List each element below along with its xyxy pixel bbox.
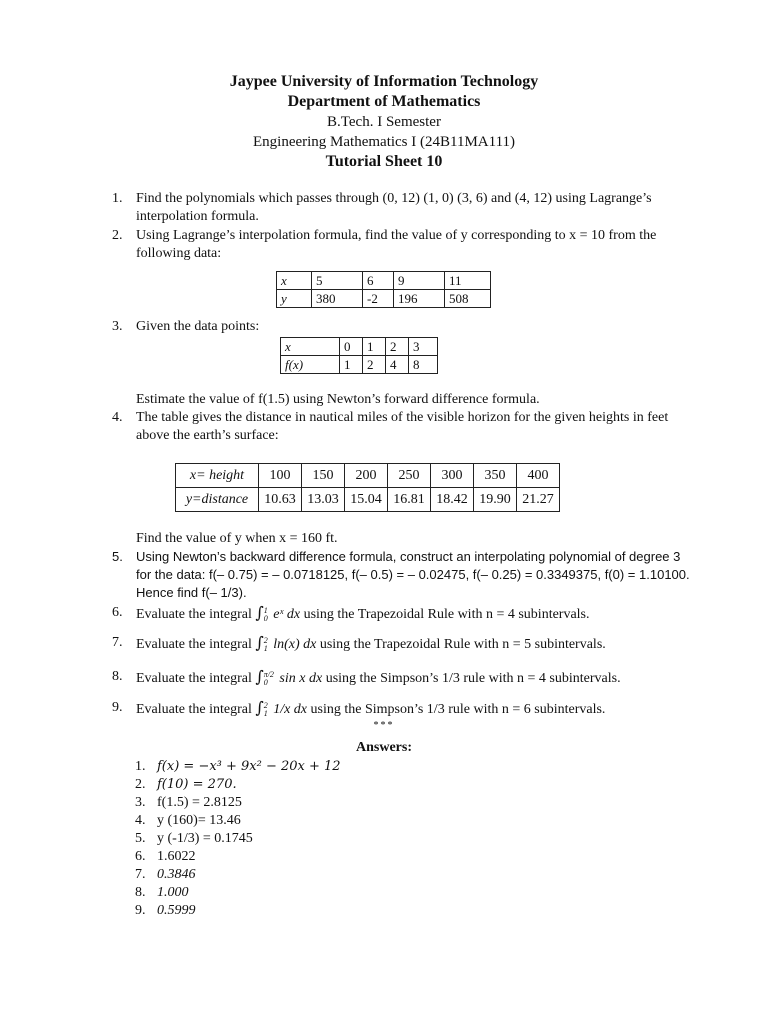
table-cell: 2 <box>386 338 409 356</box>
table-cell: 0 <box>340 338 363 356</box>
question-text: Find the polynomials which passes through (0, 12) (1, 0) (3, 6) and (4, 12) using Lagrange’s interpolation formula. <box>136 191 652 224</box>
table-cell: y <box>277 290 312 308</box>
separator: *** <box>373 720 395 731</box>
answer-text: 1.000 <box>157 885 189 900</box>
question-number: 6. <box>112 605 123 620</box>
question-text: Given the data points: <box>136 319 260 334</box>
question-lead: Evaluate the integral <box>136 702 252 717</box>
question-lead: Evaluate the integral <box>136 607 252 622</box>
table-cell: 508 <box>445 290 491 308</box>
integral-limits: 1 0 <box>263 605 268 623</box>
department-name: Department of Mathematics <box>287 93 481 110</box>
question-tail: using the Trapezoidal Rule with n = 4 subintervals. <box>303 607 590 622</box>
table-cell: 9 <box>394 272 445 290</box>
answer-text: 1.6022 <box>157 849 196 864</box>
table-cell: 1 <box>363 338 386 356</box>
table-cell: 16.81 <box>388 488 431 512</box>
table-cell: 21.27 <box>517 488 560 512</box>
answer-text: y (160)= 13.46 <box>157 813 241 828</box>
question-number: 9. <box>112 700 123 715</box>
integrand: eˣ dx <box>273 607 301 622</box>
table-cell: 200 <box>345 464 388 488</box>
table-cell: 6 <box>363 272 394 290</box>
table-cell: 4 <box>386 356 409 374</box>
table-cell: 8 <box>409 356 438 374</box>
course-name: Engineering Mathematics I (24B11MA111) <box>252 134 516 150</box>
integrand: sin x dx <box>279 671 323 686</box>
answer-item <box>135 884 189 902</box>
university-name: Jaypee University of Information Technology <box>229 73 539 90</box>
table-cell: 150 <box>302 464 345 488</box>
data-table-q4 <box>175 463 560 512</box>
question-text <box>136 604 692 624</box>
integral-sign: ∫ <box>255 603 264 622</box>
table-cell: 5 <box>312 272 363 290</box>
table-cell: 11 <box>445 272 491 290</box>
question-text <box>136 699 692 719</box>
answer-item <box>135 794 242 812</box>
answer-item <box>135 830 253 848</box>
question-tail: using the Simpson’s 1/3 rule with n = 6 subintervals. <box>310 702 606 717</box>
table-cell: f(x) <box>281 356 340 374</box>
question-text: The table gives the distance in nautical miles of the visible horizon for the given heights in feet above the earth’s surface: <box>136 410 669 443</box>
integral-sign: ∫ <box>255 633 264 652</box>
table-cell: -2 <box>363 290 394 308</box>
question-number: 7. <box>112 635 123 650</box>
question-tail: using the Trapezoidal Rule with n = 5 subintervals. <box>319 637 606 652</box>
table-cell: 300 <box>431 464 474 488</box>
table-cell: 10.63 <box>259 488 302 512</box>
table-cell: 380 <box>312 290 363 308</box>
data-table-q2 <box>276 271 491 308</box>
question-number: 4. <box>112 410 123 425</box>
table-cell: 1 <box>340 356 363 374</box>
integrand: 1/x dx <box>273 702 308 717</box>
question-lead: Evaluate the integral <box>136 671 252 686</box>
answer-text: f(10) = 270. <box>157 777 237 792</box>
answer-number: 7. <box>135 867 146 882</box>
table-cell: 18.42 <box>431 488 474 512</box>
table-cell: 19.90 <box>474 488 517 512</box>
question-text: Using Newton’s backward difference formula, construct an interpolating polynomial of degree 3 for the data: f(– 0.75) = – 0.0718125, f(– 0.5) = – 0.02475, f(– 0.25) = 0.3349375, f(0) = 1.10100. Hence find f(– 1/3). <box>136 549 690 600</box>
answer-number: 8. <box>135 885 146 900</box>
integrand: ln(x) dx <box>273 637 317 652</box>
table-cell: x <box>277 272 312 290</box>
answer-item <box>135 848 196 866</box>
question-text: Estimate the value of f(1.5) using Newton’s forward difference formula. <box>136 392 540 407</box>
table-row <box>281 338 438 356</box>
page-header <box>0 72 768 172</box>
answer-item <box>135 812 241 830</box>
question-lead: Evaluate the integral <box>136 637 252 652</box>
question-text <box>136 668 692 688</box>
answer-number: 1. <box>135 759 146 774</box>
question-number: 2. <box>112 228 123 243</box>
answer-text: f(x) = −x³ + 9x² − 20x + 12 <box>157 759 341 774</box>
table-row <box>281 356 438 374</box>
integral-sign: ∫ <box>255 698 264 717</box>
question-number: 3. <box>112 319 123 334</box>
answer-item <box>135 758 341 776</box>
question-text: Using Lagrange’s interpolation formula, find the value of y corresponding to x = 10 from the following data: <box>136 228 657 261</box>
answer-text: y (-1/3) = 0.1745 <box>157 831 253 846</box>
table-cell: x= height <box>176 464 259 488</box>
answer-text: 0.3846 <box>157 867 196 882</box>
program-name: B.Tech. I Semester <box>327 114 441 130</box>
answers-title: Answers: <box>356 740 412 755</box>
table-cell: 3 <box>409 338 438 356</box>
answer-item <box>135 866 196 884</box>
table-row <box>277 272 491 290</box>
answer-item <box>135 902 196 920</box>
question-text <box>136 634 692 654</box>
integral-limits: 2 1 <box>263 635 268 653</box>
answer-number: 2. <box>135 777 146 792</box>
answer-number: 4. <box>135 813 146 828</box>
question-number: 1. <box>112 191 123 206</box>
table-cell: 196 <box>394 290 445 308</box>
question-number: 5. <box>112 549 123 564</box>
integral-limits: 2 1 <box>263 700 268 718</box>
table-cell: 13.03 <box>302 488 345 512</box>
question-number: 8. <box>112 669 123 684</box>
question-tail: using the Simpson’s 1/3 rule with n = 4 subintervals. <box>325 671 621 686</box>
answer-number: 3. <box>135 795 146 810</box>
table-cell: 400 <box>517 464 560 488</box>
table-cell: 250 <box>388 464 431 488</box>
table-row <box>277 290 491 308</box>
answer-text: f(1.5) = 2.8125 <box>157 795 242 810</box>
table-row <box>176 464 560 488</box>
table-cell: 100 <box>259 464 302 488</box>
answer-item <box>135 776 237 794</box>
sheet-title: Tutorial Sheet 10 <box>325 153 443 170</box>
answer-number: 5. <box>135 831 146 846</box>
table-cell: 350 <box>474 464 517 488</box>
table-cell: 15.04 <box>345 488 388 512</box>
data-table-q3 <box>280 337 438 374</box>
table-cell: 2 <box>363 356 386 374</box>
table-cell: x <box>281 338 340 356</box>
answer-number: 6. <box>135 849 146 864</box>
integral-limits: π/2 0 <box>263 669 274 687</box>
table-row <box>176 488 560 512</box>
table-cell: y=distance <box>176 488 259 512</box>
integral-sign: ∫ <box>255 667 264 686</box>
answer-number: 9. <box>135 903 146 918</box>
answer-text: 0.5999 <box>157 903 196 918</box>
question-text: Find the value of y when x = 160 ft. <box>136 531 338 546</box>
